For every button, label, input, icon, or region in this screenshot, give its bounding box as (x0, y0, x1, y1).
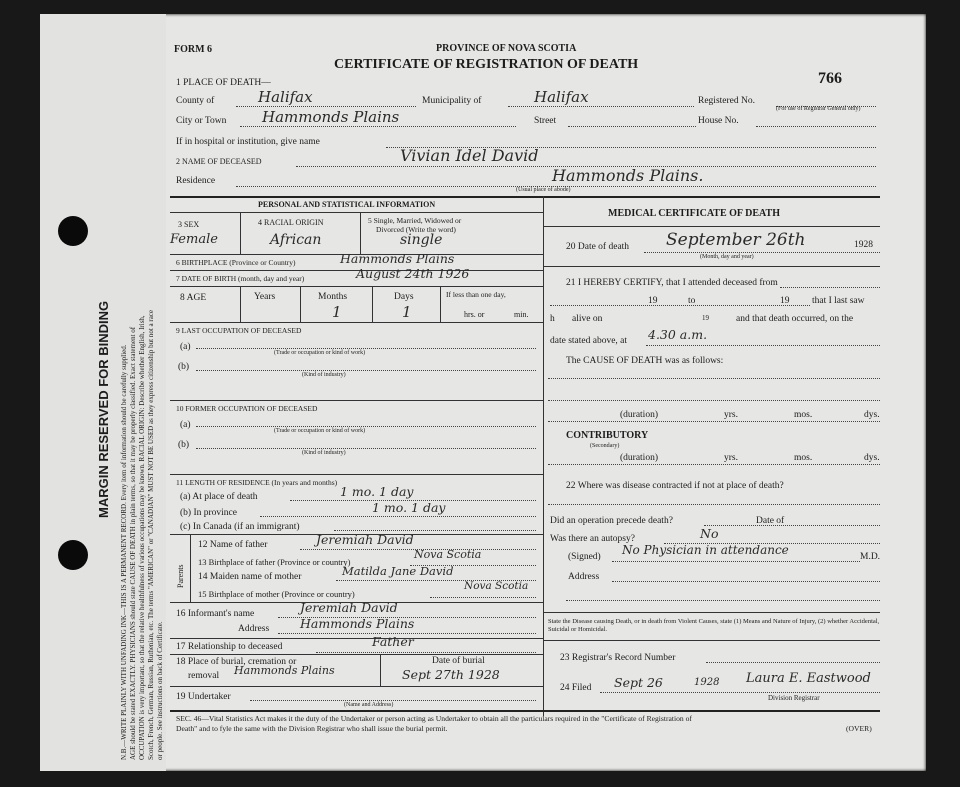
filed-year: 1928 (694, 677, 720, 688)
registration-number: 766 (818, 70, 842, 87)
dys-label-1: dys. (864, 410, 880, 420)
hospital-label: If in hospital or institution, give name (176, 137, 320, 147)
racial-label: 4 RACIAL ORIGIN (258, 218, 324, 227)
signed-label: (Signed) (568, 552, 601, 562)
registered-no-note: (For use of Registrar General only) (776, 106, 861, 112)
marital-label-2: Divorced (Write the word) (376, 225, 456, 234)
dob-value: August 24th 1926 (356, 266, 470, 281)
secondary-note: (Secondary) (590, 443, 620, 449)
county-value: Halifax (258, 88, 313, 106)
certify-19-a: 19 (648, 296, 658, 306)
yrs-label-2: yrs. (724, 453, 738, 463)
date-of-death-note: (Month, day and year) (700, 254, 754, 260)
informant-address-label: Address (238, 624, 270, 634)
former-occ-a-label: (a) (180, 420, 191, 430)
instruction-line-4: Scotch, French, German, Russian, Ruthenian, etc. The terms "AMERICAN" or "CANADIAN" MUST NOT BE USED as they express citizenship but not a race (147, 309, 155, 760)
months-label: Months (318, 292, 348, 302)
municipality-label: Municipality of (422, 96, 482, 106)
undertaker-label: 19 Undertaker (176, 692, 231, 702)
certify-h: h (550, 314, 555, 324)
marital-value: single (400, 232, 443, 248)
mos-label-2: mos. (794, 453, 813, 463)
in-canada-label: (c) In Canada (if an immigrant) (180, 522, 300, 532)
page-title: CERTIFICATE OF REGISTRATION OF DEATH (334, 57, 639, 72)
certify-alive-on: alive on (572, 314, 603, 324)
autopsy-value: No (700, 526, 719, 541)
father-birthplace-label: 13 Birthplace of father (Province or country) (198, 557, 351, 567)
father-birthplace: Nova Scotia (414, 548, 482, 561)
violent-causes-note: State the Disease causing Death, or in death from Violent Causes, state (1) Means and Nature of Injury, (2) whether Accidental, Suicidal or Homicidal. (548, 618, 880, 633)
racial-value: African (270, 232, 322, 248)
burial-date-label: Date of burial (432, 656, 485, 666)
duration-label-2: (duration) (620, 453, 658, 463)
former-occ-industry-note: (Kind of industry) (302, 450, 346, 456)
mother-birthplace: Nova Scotia (464, 580, 529, 592)
former-occupation-label: 10 FORMER OCCUPATION OF DECEASED (176, 404, 318, 413)
less-than-day-label: If less than one day, (446, 290, 506, 299)
days-value: 1 (402, 303, 412, 321)
residence-label: Residence (176, 176, 216, 186)
name-label: 2 NAME OF DECEASED (176, 157, 262, 166)
yrs-label-1: yrs. (724, 410, 738, 420)
father-name: Jeremiah David (316, 532, 414, 547)
operation-label: Did an operation precede death? (550, 516, 673, 526)
autopsy-label: Was there an autopsy? (550, 534, 635, 544)
margin-note: MARGIN RESERVED FOR BINDING (96, 300, 111, 518)
certify-19-b: 19 (780, 296, 790, 306)
physician-signature: No Physician in attendance (622, 543, 789, 557)
deceased-name: Vivian Idel David (400, 146, 539, 165)
instruction-line-1: N.B.—WRITE PLAINLY WITH UNFADING INK—THIS IS A PERMANENT RECORD. Every item of information should be carefully supplied. (120, 344, 128, 760)
house-no-label: House No. (698, 116, 739, 126)
informant-label: 16 Informant's name (176, 609, 255, 619)
marital-label-1: 5 Single, Married, Widowed or (368, 216, 462, 225)
record-number-label: 23 Registrar's Record Number (560, 653, 676, 663)
date-of-death-label: 20 Date of death (566, 242, 630, 252)
mother-name: Matilda Jane David (342, 564, 454, 578)
date-of-death-year: 1928 (854, 240, 873, 250)
mos-label-1: mos. (794, 410, 813, 420)
days-label: Days (394, 292, 414, 302)
province-heading: PROVINCE OF NOVA SCOTIA (436, 43, 577, 54)
filed-date: Sept 26 (614, 675, 663, 690)
last-occ-industry-note: (Kind of industry) (302, 372, 346, 378)
dob-label: 7 DATE OF BIRTH (month, day and year) (176, 274, 305, 283)
father-name-label: 12 Name of father (198, 540, 268, 550)
dys-label-2: dys. (864, 453, 880, 463)
burial-label-2: removal (188, 671, 220, 681)
place-of-death-heading: 1 PLACE OF DEATH— (176, 78, 271, 88)
birthplace-label: 6 BIRTHPLACE (Province or Country) (176, 258, 296, 267)
residence-value: Hammonds Plains. (552, 166, 704, 185)
last-occ-b-label: (b) (178, 362, 190, 372)
duration-label-1: (duration) (620, 410, 658, 420)
certify-line-4: date stated above, at (550, 336, 628, 346)
months-value: 1 (332, 303, 342, 321)
certify-to: to (688, 296, 696, 306)
undertaker-note: (Name and Address) (344, 702, 394, 708)
at-place-label: (a) At place of death (180, 492, 258, 502)
informant-address: Hammonds Plains (300, 616, 415, 631)
county-label: County of (176, 96, 215, 106)
sex-label: 3 SEX (178, 220, 200, 229)
birthplace-value: Hammonds Plains (340, 251, 455, 266)
punch-hole-top (58, 216, 88, 246)
instruction-line-2: AGE should be stated EXACTLY. PHYSICIANS should state CAUSE OF DEATH in plain terms, so that it may be properly classified. Exact statement of (129, 326, 137, 760)
division-registrar-label: Division Registrar (768, 694, 820, 702)
last-occ-a-label: (a) (180, 342, 191, 352)
informant-name: Jeremiah David (300, 600, 398, 615)
certify-last-saw: that I last saw (812, 296, 865, 306)
physician-address-label: Address (568, 572, 600, 582)
operation-date-label: Date of (756, 516, 785, 526)
hrs-label: hrs. or (464, 310, 485, 319)
burial-label-1: 18 Place of burial, cremation or (176, 657, 297, 667)
relationship-label: 17 Relationship to deceased (176, 642, 283, 652)
in-province-value: 1 mo. 1 day (372, 500, 446, 515)
city-label: City or Town (176, 116, 227, 126)
sec46-line-2: Death" and to fyle the same with the Division Registrar who shall issue the burial permit. (176, 724, 448, 733)
instruction-line-5: or people. See instructions on back of Certificate. (156, 621, 164, 760)
in-province-label: (b) In province (180, 508, 237, 518)
time-of-death: 4.30 a.m. (648, 327, 708, 342)
mother-name-label: 14 Maiden name of mother (198, 572, 302, 582)
instruction-line-3: OCCUPATION is very important, so that the relative healthfulness of various occupations may be known. RACIAL ORIGIN: Describe whether English, Irish, (138, 315, 146, 760)
street-label: Street (534, 116, 557, 126)
certify-19-c: 19 (702, 314, 709, 322)
municipality-value: Halifax (534, 88, 589, 106)
age-label: 8 AGE (180, 293, 207, 303)
former-occ-b-label: (b) (178, 440, 190, 450)
personal-heading: PERSONAL AND STATISTICAL INFORMATION (258, 200, 436, 209)
registered-no-label: Registered No. (698, 96, 755, 106)
city-value: Hammonds Plains (262, 108, 400, 126)
sec46-line-1: SEC. 46—Vital Statistics Act makes it the duty of the Undertaker or person acting as Undertaker to obtain all the particulars required in the "Certificate of Registration of (176, 714, 692, 723)
over-label: (OVER) (846, 724, 872, 733)
relationship-value: Father (372, 634, 414, 649)
medical-heading: MEDICAL CERTIFICATE OF DEATH (608, 208, 780, 219)
burial-date: Sept 27th 1928 (402, 667, 500, 682)
md-label: M.D. (860, 552, 881, 562)
cause-of-death-label: The CAUSE OF DEATH was as follows: (566, 356, 724, 366)
filed-label: 24 Filed (560, 683, 592, 693)
certify-death-occurred: and that death occurred, on the (736, 314, 854, 324)
sex-value: Female (170, 232, 218, 247)
residence-note: (Usual place of abode) (516, 187, 571, 193)
min-label: min. (514, 310, 529, 319)
parents-label: Parents (176, 564, 185, 588)
certify-line-1: 21 I HEREBY CERTIFY, that I attended deceased from (566, 278, 778, 288)
at-place-value: 1 mo. 1 day (340, 484, 414, 499)
burial-place: Hammonds Plains (234, 664, 335, 677)
former-occ-trade-note: (Trade or occupation or kind of work) (274, 428, 366, 434)
form-number: FORM 6 (174, 44, 213, 55)
years-label: Years (254, 292, 276, 302)
mother-birthplace-label: 15 Birthplace of mother (Province or country) (198, 589, 355, 599)
last-occupation-label: 9 LAST OCCUPATION OF DECEASED (176, 326, 302, 335)
registrar-signature: Laura E. Eastwood (746, 671, 871, 686)
punch-hole-bottom (58, 540, 88, 570)
residence-length-label: 11 LENGTH OF RESIDENCE (In years and months) (176, 478, 338, 487)
contributory-label: CONTRIBUTORY (566, 430, 649, 441)
last-occ-trade-note: (Trade or occupation or kind of work) (274, 350, 366, 356)
contracted-label: 22 Where was disease contracted if not at place of death? (566, 481, 784, 491)
date-of-death: September 26th (666, 230, 806, 250)
